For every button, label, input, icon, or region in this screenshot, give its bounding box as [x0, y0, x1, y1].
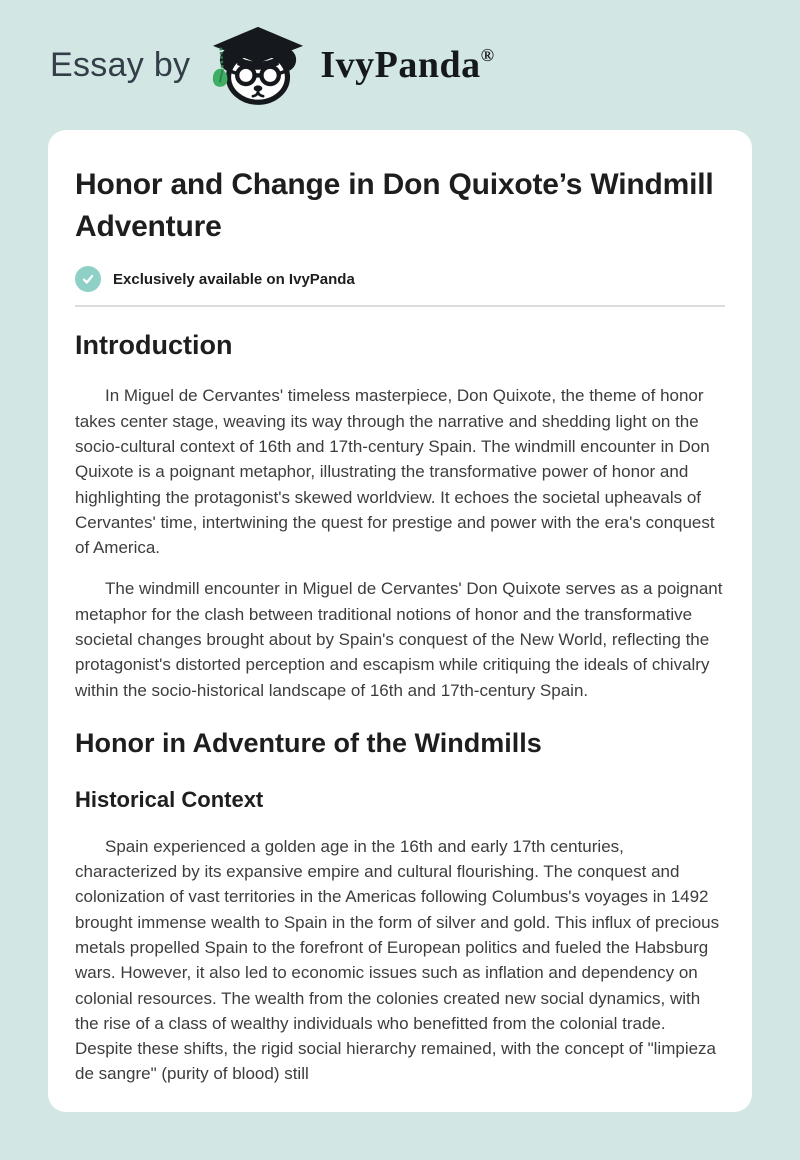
- ivypanda-logo-link[interactable]: [206, 22, 494, 108]
- brand-name: IvyPanda®: [320, 44, 495, 86]
- essay-card: [48, 130, 752, 1112]
- paragraph: Spain experienced a golden age in the 16th and early 17th centuries, characterized by its expansive empire and cultural flourishing. The conquest and colonization of vast territories in the Americas following Columbus's voyages in 1492 brought immense wealth to Spain in the form of silver and gold. This influx of precious metals propelled Spain to the forefront of European politics and fueled the Habsburg wars. However, it also led to economic issues such as inflation and dependency on colonial resources. The wealth from the colonies created new social dynamics, with the rise of a class of wealthy individuals who benefitted from the colonial trade. Despite these shifts, the rigid social hierarchy remained, with the concept of "limpieza de sangre" (purity of blood) still: [75, 836, 720, 1084]
- site-header: [0, 0, 800, 130]
- essay-body: [75, 329, 725, 1087]
- graduate-panda-logo-icon: [206, 22, 310, 108]
- divider: [75, 305, 725, 307]
- paragraph: In Miguel de Cervantes' timeless masterpiece, Don Quixote, the theme of honor takes center stage, weaving its way through the narrative and shedding light on the socio-cultural context of 16th and 17th-century Spain. The windmill encounter in Don Quixote is a poignant metaphor, illustrating the transformative power of honor and highlighting the protagonist's skewed worldview. It echoes the societal upheavals of Cervantes' time, intertwining the quest for prestige and power with the era's conquest of America.: [75, 386, 715, 558]
- registered-trademark: ®: [480, 45, 495, 65]
- check-circle-icon: [75, 266, 101, 292]
- heading-honor-in-adventure: Honor in Adventure of the Windmills: [75, 727, 542, 758]
- subheading-historical-context: Historical Context: [75, 787, 264, 813]
- paragraph: The windmill encounter in Miguel de Cervantes' Don Quixote serves as a poignant metaphor for the clash between traditional notions of honor and the transformative societal changes brought about by Spain's conquest of the New World, reflecting the protagonist's distorted perception and escapism while critiquing the ideals of chivalry within the socio-historical landscape of 16th and 17th-century Spain.: [75, 579, 723, 700]
- exclusive-badge-label: Exclusively available on IvyPanda: [113, 270, 355, 288]
- essay-title: Honor and Change in Don Quixote’s Windmill Adventure: [75, 168, 714, 243]
- essay-by-label: Essay by: [50, 45, 191, 84]
- heading-introduction: Introduction: [75, 330, 233, 360]
- exclusive-badge: [75, 266, 725, 292]
